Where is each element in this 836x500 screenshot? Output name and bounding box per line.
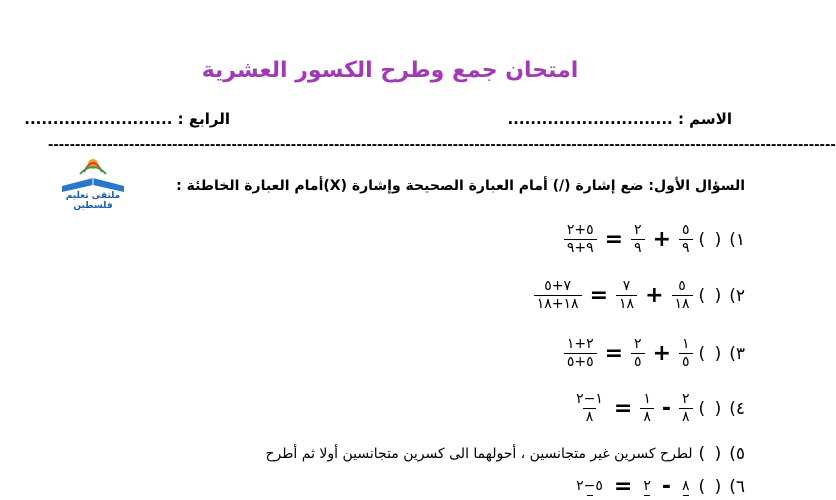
- answer-box[interactable]: ( ): [698, 229, 724, 250]
- fraction: $\frac{٢}{٥}$: [631, 336, 645, 371]
- fraction: ٢: [643, 477, 651, 494]
- equals-sign: =: [604, 227, 624, 252]
- fraction: $\frac{٥+٢}{٩+٩}$: [564, 222, 597, 257]
- fraction: $\frac{١-٢}{٨}$: [576, 391, 603, 425]
- answer-box[interactable]: ( ): [698, 343, 724, 364]
- divider: --------------------------------------------------------------------------------------------------------------------------------------------------: [48, 138, 836, 153]
- item-number: ٦): [729, 476, 745, 497]
- name-label: الاسم :: [677, 110, 732, 128]
- list-item: [573, 391, 745, 426]
- fraction: $\frac{٢}{٨}$: [679, 391, 693, 426]
- list-item: [564, 222, 745, 257]
- equals-sign: =: [604, 341, 624, 366]
- fraction: $\frac{٥}{١٨}$: [672, 278, 693, 313]
- grade-blank: ..........................: [24, 110, 173, 128]
- operator: -: [661, 396, 672, 421]
- name-blank: .............................: [507, 110, 673, 128]
- equals-sign: =: [589, 283, 609, 308]
- item-number: ٣): [729, 343, 745, 364]
- fraction: ٥−٢: [576, 477, 603, 494]
- grade-label: الرابع :: [177, 110, 230, 128]
- answer-box[interactable]: ( ): [698, 444, 724, 464]
- fraction: $\frac{١}{٨}$: [640, 391, 654, 426]
- list-item: [564, 336, 745, 371]
- name-field: [507, 110, 732, 128]
- equals-sign: =: [613, 396, 633, 421]
- fraction: $\frac{٥}{٩}$: [679, 222, 693, 257]
- fraction: ٨: [682, 477, 690, 494]
- list-item: [534, 278, 745, 313]
- operator: +: [645, 283, 664, 308]
- fraction: $\frac{٧+٥}{١٨+١٨}$: [534, 278, 582, 313]
- logo-text: ملتقى تعليم فلسطين: [65, 191, 121, 211]
- logo: [50, 152, 136, 211]
- item-number: ٢): [729, 285, 745, 306]
- statement-text: لطرح كسرين غير متجانسين ، أحولهما الى كسرين متجانسين أولا ثم أطرح: [265, 446, 693, 462]
- page-title: امتحان جمع وطرح الكسور العشرية: [201, 58, 579, 83]
- list-item: [573, 474, 745, 499]
- fraction: $\frac{٧}{١٨}$: [616, 278, 637, 313]
- operator: +: [652, 341, 672, 366]
- operator: +: [652, 227, 672, 252]
- operator: -: [661, 474, 672, 499]
- equals-sign: =: [613, 474, 633, 499]
- question-title: السؤال الأول: ضع إشارة (/) أمام العبارة الصحيحة وإشارة (X)أمام العبارة الخاطئة :: [176, 178, 745, 194]
- item-number: ١): [729, 229, 745, 250]
- item-number: ٥): [729, 444, 745, 464]
- list-item: [266, 444, 745, 464]
- fraction: $\frac{٢}{٩}$: [631, 222, 645, 257]
- answer-box[interactable]: ( ): [698, 476, 724, 497]
- answer-box[interactable]: ( ): [698, 398, 724, 419]
- answer-box[interactable]: ( ): [698, 285, 724, 306]
- item-number: ٤): [729, 398, 745, 419]
- grade-field: [24, 110, 230, 128]
- fraction: $\frac{١}{٥}$: [679, 336, 693, 371]
- fraction: $\frac{٢+١}{٥+٥}$: [564, 336, 597, 371]
